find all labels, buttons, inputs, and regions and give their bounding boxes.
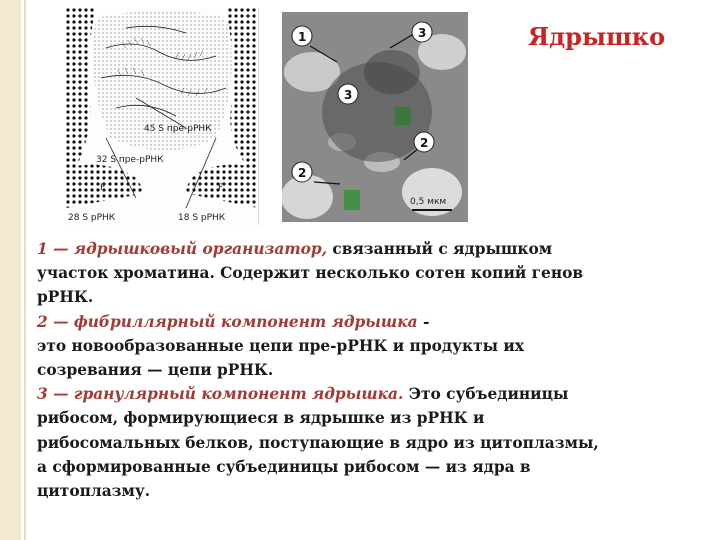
term-organizer: 1 — ядрышковый организатор, — [37, 240, 328, 258]
micrograph-image — [282, 12, 468, 222]
line4-rest: - — [417, 312, 430, 331]
line1-rest: связанный с ядрышком — [327, 240, 553, 258]
marker-3b: 3 — [418, 26, 427, 40]
schematic-drawing — [66, 8, 258, 225]
marker-2b: 2 — [298, 166, 307, 180]
description-line-8: рибосом, формирующиеся в ядрышке из рРНК и — [37, 409, 485, 428]
label-f2: F — [218, 183, 224, 193]
description-line-5: это новообразованные цепи пре-рРНК и продукты их — [37, 336, 524, 355]
label-18s: 18 S рРНК — [178, 213, 226, 223]
nucleolus-micrograph — [282, 12, 468, 222]
left-decorative-bar — [0, 0, 21, 540]
left-decorative-line — [24, 0, 26, 540]
description-line-7 — [37, 382, 712, 406]
slide-title: Ядрышко — [528, 22, 666, 51]
nucleolus-schematic-figure — [66, 8, 259, 225]
description-line-10: а сформированные субъединицы рибосом — из ядра в — [37, 457, 531, 476]
description-text — [37, 237, 712, 503]
line7-rest: Это субъединицы — [403, 385, 569, 404]
description-line-3: рРНК. — [37, 288, 94, 307]
marker-2a: 2 — [420, 136, 429, 150]
description-line-9: рибосомальных белков, поступающие в ядро из цитоплазмы, — [37, 433, 599, 452]
description-line-4 — [37, 310, 712, 334]
marker-1: 1 — [298, 30, 307, 44]
label-28s: 28 S рРНК — [68, 213, 116, 223]
scale-label: 0,5 мкм — [410, 197, 447, 207]
term-granular: 3 — гранулярный компонент ядрышка. — [37, 385, 404, 404]
description-line-1 — [37, 237, 712, 261]
label-f1: F — [100, 183, 106, 193]
description-line-6: созревания — цепи рРНК. — [37, 361, 274, 380]
description-line-11: цитоплазму. — [37, 482, 151, 501]
label-32s: 32 S пре-рРНК — [96, 155, 164, 165]
marker-3a: 3 — [344, 88, 353, 102]
term-fibrillar: 2 — фибриллярный компонент ядрышка — [37, 312, 418, 331]
description-line-2: участок хроматина. Содержит несколько сотен копий генов — [37, 264, 584, 283]
label-45s: 45 S пре-рРНК — [144, 124, 212, 134]
